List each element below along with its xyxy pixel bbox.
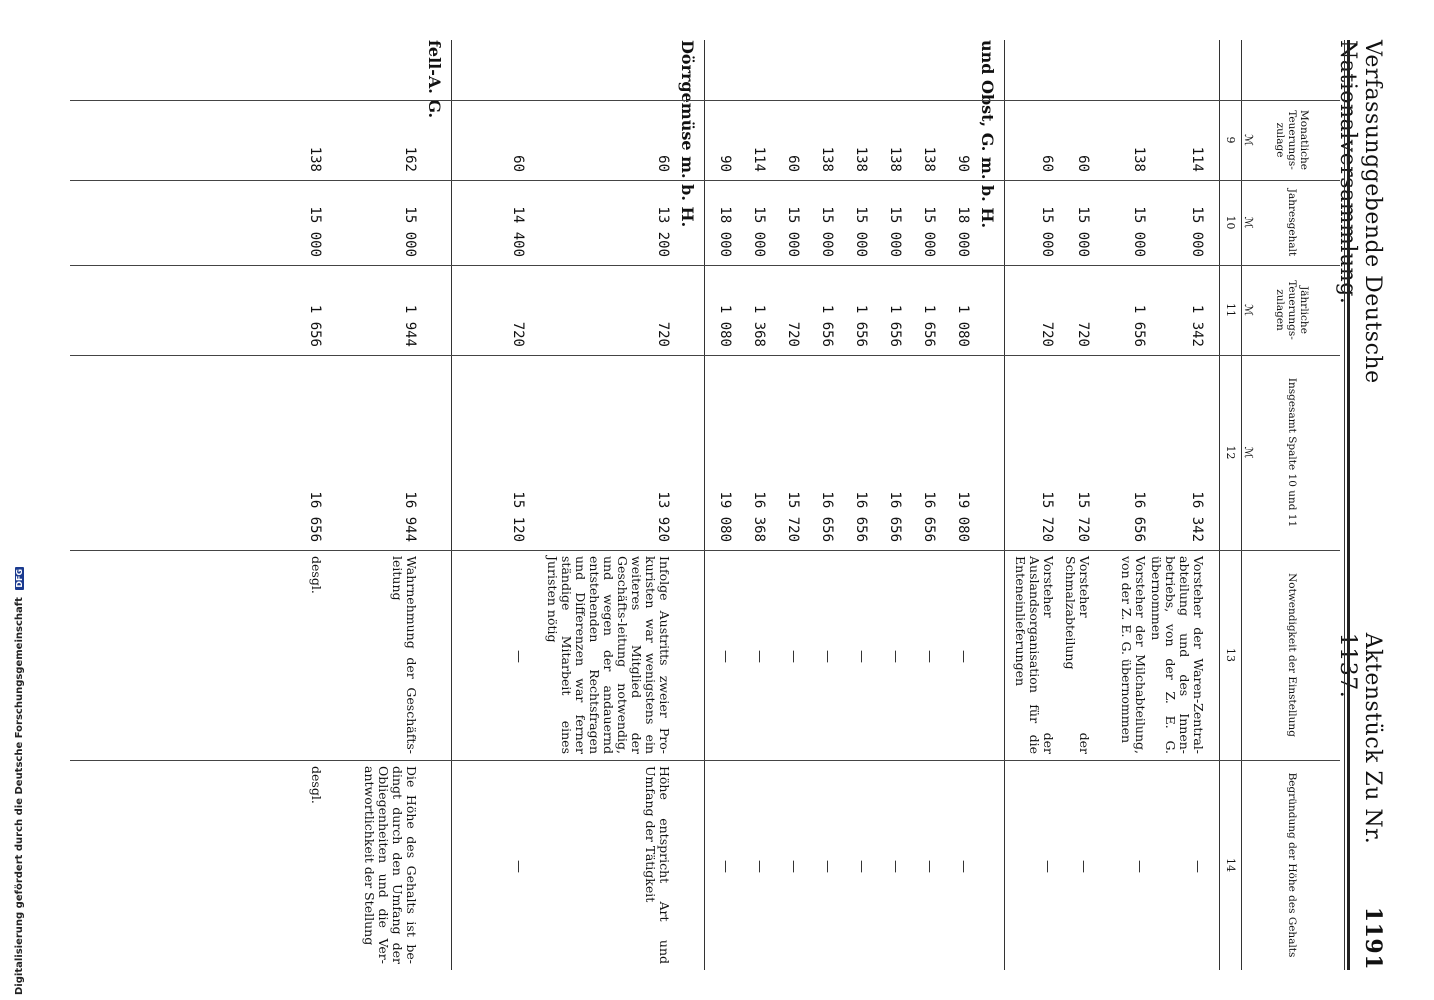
section-heading: Dörrgemüse m. b. H. <box>678 40 697 228</box>
column-header-9: Monatliche Teuerungs-zulage <box>1274 110 1311 170</box>
digitization-credit <box>0 0 25 1000</box>
table-cell-c13: Wahrnehmung der Geschäfts-leitung <box>390 556 419 754</box>
table-cell-c10: 15 000 <box>751 206 767 257</box>
table-cell-c10: 18 000 <box>717 206 733 257</box>
table-cell-c13: — <box>956 650 971 663</box>
table-cell-c10: 15 000 <box>785 206 801 257</box>
column-number-12: 12 <box>1224 445 1237 460</box>
header-rule <box>1347 40 1350 970</box>
table-cell-c9: 162 <box>402 146 418 172</box>
table-cell-c12: 13 920 <box>655 491 671 542</box>
header-aktenstueck: Aktenstück Zu Nr. 1137. <box>1335 632 1385 845</box>
column-divider <box>70 180 1340 181</box>
table-cell-c9: 114 <box>751 146 767 172</box>
table-cell-c9: 138 <box>819 146 835 172</box>
table-cell-c10: 15 000 <box>1039 206 1055 257</box>
table-cell-c10: 15 000 <box>819 206 835 257</box>
table-cell-c10: 15 000 <box>307 206 323 257</box>
table-cell-c12: 19 080 <box>717 491 733 542</box>
table-cell-c14: — <box>820 860 835 873</box>
header-rule-inner <box>1344 40 1345 970</box>
section-heading: und Obst, G. m. b. H. <box>978 40 997 229</box>
table-cell-c11: 1 656 <box>887 304 903 347</box>
table-cell-c14: — <box>888 860 903 873</box>
table-cell-c13: — <box>718 650 733 663</box>
table-cell-c14: — <box>956 860 971 873</box>
table-cell-c14: — <box>922 860 937 873</box>
table-cell-c11: 1 368 <box>751 304 767 347</box>
table-cell-c13: — <box>888 650 903 663</box>
table-cell-c10: 15 000 <box>402 206 418 257</box>
table-cell-c14: — <box>1040 860 1055 873</box>
section-heading: fell-A. G. <box>425 40 444 119</box>
table-cell-c11: 1 944 <box>402 304 418 347</box>
column-unit-12: ℳ <box>1242 446 1255 459</box>
table-cell-c10: 18 000 <box>955 206 971 257</box>
dfg-logo: DFG <box>15 568 24 588</box>
table-cell-c13: — <box>820 650 835 663</box>
column-divider <box>70 100 1340 101</box>
table-cell-c10: 15 000 <box>1189 206 1205 257</box>
column-number-11: 11 <box>1224 303 1237 317</box>
table-cell-c14: — <box>718 860 733 873</box>
table-cell-c12: 15 720 <box>1039 491 1055 542</box>
column-number-13: 13 <box>1224 648 1237 662</box>
column-header-13: Notwendigkeit der Einstellung <box>1286 573 1299 737</box>
table-cell-c14: — <box>854 860 869 873</box>
table-cell-c11: 1 656 <box>819 304 835 347</box>
table-cell-c13: — <box>511 650 526 663</box>
table-cell-c12: 16 944 <box>402 491 418 542</box>
table-cell-c10: 15 000 <box>1131 206 1147 257</box>
table-cell-c14: — <box>511 860 526 873</box>
table-cell-c9: 138 <box>887 146 903 172</box>
table-cell-c11: 1 656 <box>307 304 323 347</box>
table-cell-c13: desgl. <box>309 556 324 594</box>
table-cell-c13: Vorsteher der Waren-Zentral-abteilung und des Innen-betriebs, von der Z. E. G. übernommen <box>1149 556 1206 754</box>
column-header-14: Begründung der Höhe des Gehalts <box>1286 772 1299 958</box>
table-cell-c9: 60 <box>1039 155 1055 172</box>
table-cell-c10: 15 000 <box>921 206 937 257</box>
table-cell-c12: 16 656 <box>853 491 869 542</box>
table-cell-c9: 138 <box>1131 146 1147 172</box>
table-cell-c12: 15 720 <box>1075 491 1091 542</box>
credit-text: Digitalisierung gefördert durch die Deutsche Forschungsgemeinschaft <box>14 597 25 995</box>
column-divider <box>70 355 1340 356</box>
table-cell-c14: — <box>786 860 801 873</box>
table-cell-c13: Infolge Austritts zweier Pro-kuristen war wenigstens ein weiteres Mitglied der Geschäfts-leitung notwendig, und wegen der andauernd entstehenden Rechtsfragen und Differenzen war ferner ständige Mitarbeit eines Juristen nötig <box>545 556 672 754</box>
table-cell-c9: 90 <box>955 155 971 172</box>
table-cell-c10: 15 000 <box>1075 206 1091 257</box>
column-divider <box>70 265 1340 266</box>
table-cell-c13: Vorsteher der Milchabteilung, von der Z. E. G. übernommen <box>1119 556 1148 754</box>
table-cell-c9: 114 <box>1189 146 1205 172</box>
table-cell-c9: 90 <box>717 155 733 172</box>
page-header <box>1335 40 1386 970</box>
table-cell-c14: — <box>1076 860 1091 873</box>
table-cell-c10: 15 000 <box>887 206 903 257</box>
column-header-11: Jährliche Teuerungs-zulagen <box>1274 280 1311 340</box>
table-cell-c11: 1 656 <box>853 304 869 347</box>
table-cell-c9: 60 <box>655 155 671 172</box>
table-cell-c10: 15 000 <box>853 206 869 257</box>
table-cell-c11: 1 080 <box>717 304 733 347</box>
table-cell-c11: 1 080 <box>955 304 971 347</box>
table-cell-c12: 16 656 <box>1131 491 1147 542</box>
column-unit-9: ℳ <box>1242 134 1255 146</box>
table-cell-c9: 60 <box>510 155 526 172</box>
table-cell-c13: — <box>922 650 937 663</box>
column-header-12: Insgesamt Spalte 10 und 11 <box>1286 377 1299 528</box>
table-cell-c14: Höhe entspricht Art und Umfang der Tätigkeit <box>643 766 672 964</box>
table-cell-c13: — <box>854 650 869 663</box>
table-cell-c11: 1 656 <box>921 304 937 347</box>
table-cell-c12: 16 368 <box>751 491 767 542</box>
table-cell-c11: 1 342 <box>1189 304 1205 347</box>
table-cell-c11: 720 <box>510 321 526 347</box>
table-cell-c11: 1 656 <box>1131 304 1147 347</box>
header-title: Verfassunggebende Deutsche Nationalversammlung. <box>1335 40 1385 384</box>
column-divider <box>70 760 1340 761</box>
table-cell-c13: Vorsteher der Auslandsorganisation für die Enteneinlieferungen <box>1013 556 1056 754</box>
table-cell-c9: 60 <box>1075 155 1091 172</box>
table-cell-c12: 16 656 <box>887 491 903 542</box>
table-cell-c14: — <box>1132 860 1147 873</box>
table-cell-c12: 16 656 <box>307 491 323 542</box>
column-divider <box>70 550 1340 551</box>
table-cell-c10: 14 400 <box>510 206 526 257</box>
column-number-9: 9 <box>1224 136 1237 144</box>
column-unit-10: ℳ <box>1242 216 1255 229</box>
column-header-10: Jahresgehalt <box>1286 188 1299 257</box>
table-cell-c14: Die Höhe des Gehalts ist be-dingt durch den Umfang der Obliegenheiten und die Ver-antwortlichkeit der Stellung <box>362 766 419 964</box>
table-cell-c12: 15 720 <box>785 491 801 542</box>
table-cell-c13: — <box>786 650 801 663</box>
column-number-10: 10 <box>1224 215 1237 230</box>
table-cell-c11: 720 <box>1075 321 1091 347</box>
table-cell-c11: 720 <box>1039 321 1055 347</box>
table-cell-c10: 13 200 <box>655 206 671 257</box>
table-cell-c14: — <box>752 860 767 873</box>
table-cell-c12: 16 656 <box>921 491 937 542</box>
table-cell-c13: — <box>752 650 767 663</box>
table-cell-c12: 15 120 <box>510 491 526 542</box>
table-cell-c11: 720 <box>655 321 671 347</box>
page-number: 1191 <box>1360 906 1386 970</box>
table-cell-c12: 16 656 <box>819 491 835 542</box>
table-cell-c9: 138 <box>307 146 323 172</box>
table-cell-c9: 60 <box>785 155 801 172</box>
document-page <box>60 0 1400 1000</box>
table-cell-c14: desgl. <box>309 766 324 804</box>
column-unit-11: ℳ <box>1242 304 1255 316</box>
table-cell-c11: 720 <box>785 321 801 347</box>
table-cell-c14: — <box>1190 860 1205 873</box>
table-cell-c12: 19 080 <box>955 491 971 542</box>
table-cell-c9: 138 <box>853 146 869 172</box>
table-cell-c12: 16 342 <box>1189 491 1205 542</box>
column-number-14: 14 <box>1224 858 1237 872</box>
table-cell-c13: Vorsteher der Schmalzabteilung <box>1063 556 1092 754</box>
table-cell-c9: 138 <box>921 146 937 172</box>
